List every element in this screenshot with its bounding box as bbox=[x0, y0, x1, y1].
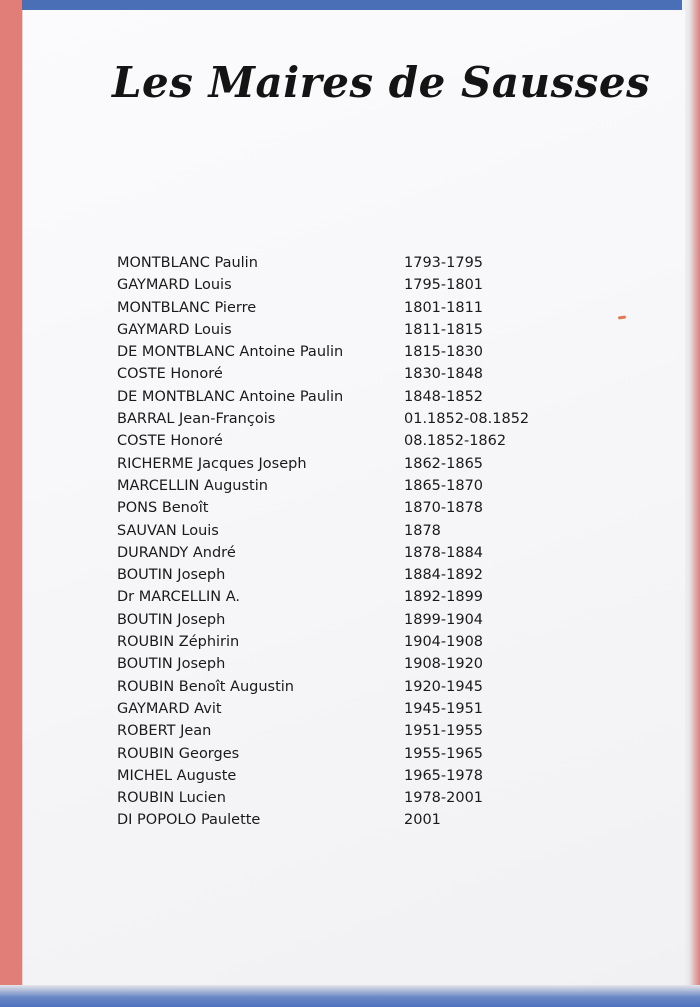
mayor-row bbox=[117, 389, 577, 411]
mayor-row bbox=[117, 567, 577, 589]
mayor-term: 1801-1811 bbox=[404, 299, 484, 316]
mayor-term: 1945-1951 bbox=[404, 700, 484, 717]
mayor-row bbox=[117, 456, 577, 478]
flag-band-blue-bottom bbox=[0, 985, 700, 1007]
mayor-name: MONTBLANC Paulin bbox=[117, 255, 258, 271]
mayor-name: SAUVAN Louis bbox=[117, 522, 219, 539]
page-title: Les Maires de Sausses bbox=[112, 58, 651, 107]
mayor-term: 08.1852-1862 bbox=[404, 433, 507, 450]
mayor-term: 1815-1830 bbox=[404, 344, 484, 361]
mayor-term: 1878 bbox=[404, 522, 441, 539]
mayor-term: 2001 bbox=[404, 812, 441, 829]
flag-band-blue-top bbox=[0, 0, 700, 10]
flag-band-red-left bbox=[0, 0, 22, 1007]
mayor-name: ROUBIN Zéphirin bbox=[117, 634, 240, 651]
mayor-term: 1865-1870 bbox=[404, 477, 484, 494]
mayor-row bbox=[117, 344, 577, 366]
mayor-name: MICHEL Auguste bbox=[117, 767, 237, 784]
mayor-term: 1884-1892 bbox=[404, 567, 484, 584]
mayor-name: Dr MARCELLIN A. bbox=[117, 589, 240, 606]
mayor-name: COSTE Honoré bbox=[117, 433, 223, 450]
mayor-term: 1978-2001 bbox=[404, 790, 484, 807]
mayor-name: BOUTIN Joseph bbox=[117, 567, 226, 584]
mayor-row bbox=[117, 656, 577, 678]
mayor-row bbox=[117, 322, 577, 344]
mayor-term: 01.1852-08.1852 bbox=[404, 411, 530, 428]
mayor-term: 1878-1884 bbox=[404, 544, 484, 561]
mayor-row bbox=[117, 723, 577, 745]
mayor-term: 1870-1878 bbox=[404, 500, 484, 517]
mayor-name: PONS Benoît bbox=[117, 500, 209, 517]
mayor-row bbox=[117, 634, 577, 656]
mayor-list bbox=[117, 255, 577, 835]
mayor-row bbox=[117, 701, 577, 723]
mayor-term: 1920-1945 bbox=[404, 678, 484, 695]
mayor-name: DURANDY André bbox=[117, 544, 236, 561]
mayor-name: MONTBLANC Pierre bbox=[117, 299, 257, 316]
mayor-name: ROUBIN Georges bbox=[117, 745, 240, 762]
mayor-row bbox=[117, 589, 577, 611]
mayor-name: MARCELLIN Augustin bbox=[117, 477, 268, 494]
mayor-name: GAYMARD Avit bbox=[117, 700, 222, 717]
mayor-name: ROBERT Jean bbox=[117, 723, 212, 740]
mayor-term: 1830-1848 bbox=[404, 366, 484, 383]
mayor-row bbox=[117, 768, 577, 790]
mayor-term: 1811-1815 bbox=[404, 321, 484, 338]
mayor-term: 1908-1920 bbox=[404, 656, 484, 673]
mayor-name: GAYMARD Louis bbox=[117, 277, 232, 294]
mayor-term: 1965-1978 bbox=[404, 767, 484, 784]
mayor-name: ROUBIN Lucien bbox=[117, 790, 226, 807]
mayor-term: 1904-1908 bbox=[404, 634, 484, 651]
mayor-name: BARRAL Jean-François bbox=[117, 411, 276, 428]
mayor-row bbox=[117, 812, 577, 834]
mayor-term: 1862-1865 bbox=[404, 455, 484, 472]
mayor-row bbox=[117, 300, 577, 322]
mayor-term: 1955-1965 bbox=[404, 745, 484, 762]
mayor-row bbox=[117, 612, 577, 634]
mayor-name: GAYMARD Louis bbox=[117, 321, 232, 338]
mayor-term: 1848-1852 bbox=[404, 388, 484, 405]
mayor-term: 1951-1955 bbox=[404, 723, 484, 740]
mayor-row bbox=[117, 523, 577, 545]
mayor-name: BOUTIN Joseph bbox=[117, 611, 226, 628]
mayor-name: ROUBIN Benoît Augustin bbox=[117, 678, 294, 695]
mayor-row bbox=[117, 255, 577, 277]
mayor-name: COSTE Honoré bbox=[117, 366, 223, 383]
mayor-name: BOUTIN Joseph bbox=[117, 656, 226, 673]
mayor-row bbox=[117, 746, 577, 768]
mayor-name: DE MONTBLANC Antoine Paulin bbox=[117, 344, 344, 361]
mayor-term: 1795-1801 bbox=[404, 277, 484, 294]
mayor-name: RICHERME Jacques Joseph bbox=[117, 455, 307, 472]
mayor-row bbox=[117, 277, 577, 299]
mayor-term: 1793-1795 bbox=[404, 255, 484, 271]
mayor-term: 1892-1899 bbox=[404, 589, 484, 606]
mayor-term: 1899-1904 bbox=[404, 611, 484, 628]
mayor-row bbox=[117, 478, 577, 500]
mayor-row bbox=[117, 500, 577, 522]
mayor-row bbox=[117, 366, 577, 388]
mayor-row bbox=[117, 411, 577, 433]
mayor-row bbox=[117, 679, 577, 701]
mayor-row bbox=[117, 433, 577, 455]
mayor-row bbox=[117, 545, 577, 567]
mayor-name: DE MONTBLANC Antoine Paulin bbox=[117, 388, 344, 405]
mayor-row bbox=[117, 790, 577, 812]
mayor-name: DI POPOLO Paulette bbox=[117, 812, 261, 829]
